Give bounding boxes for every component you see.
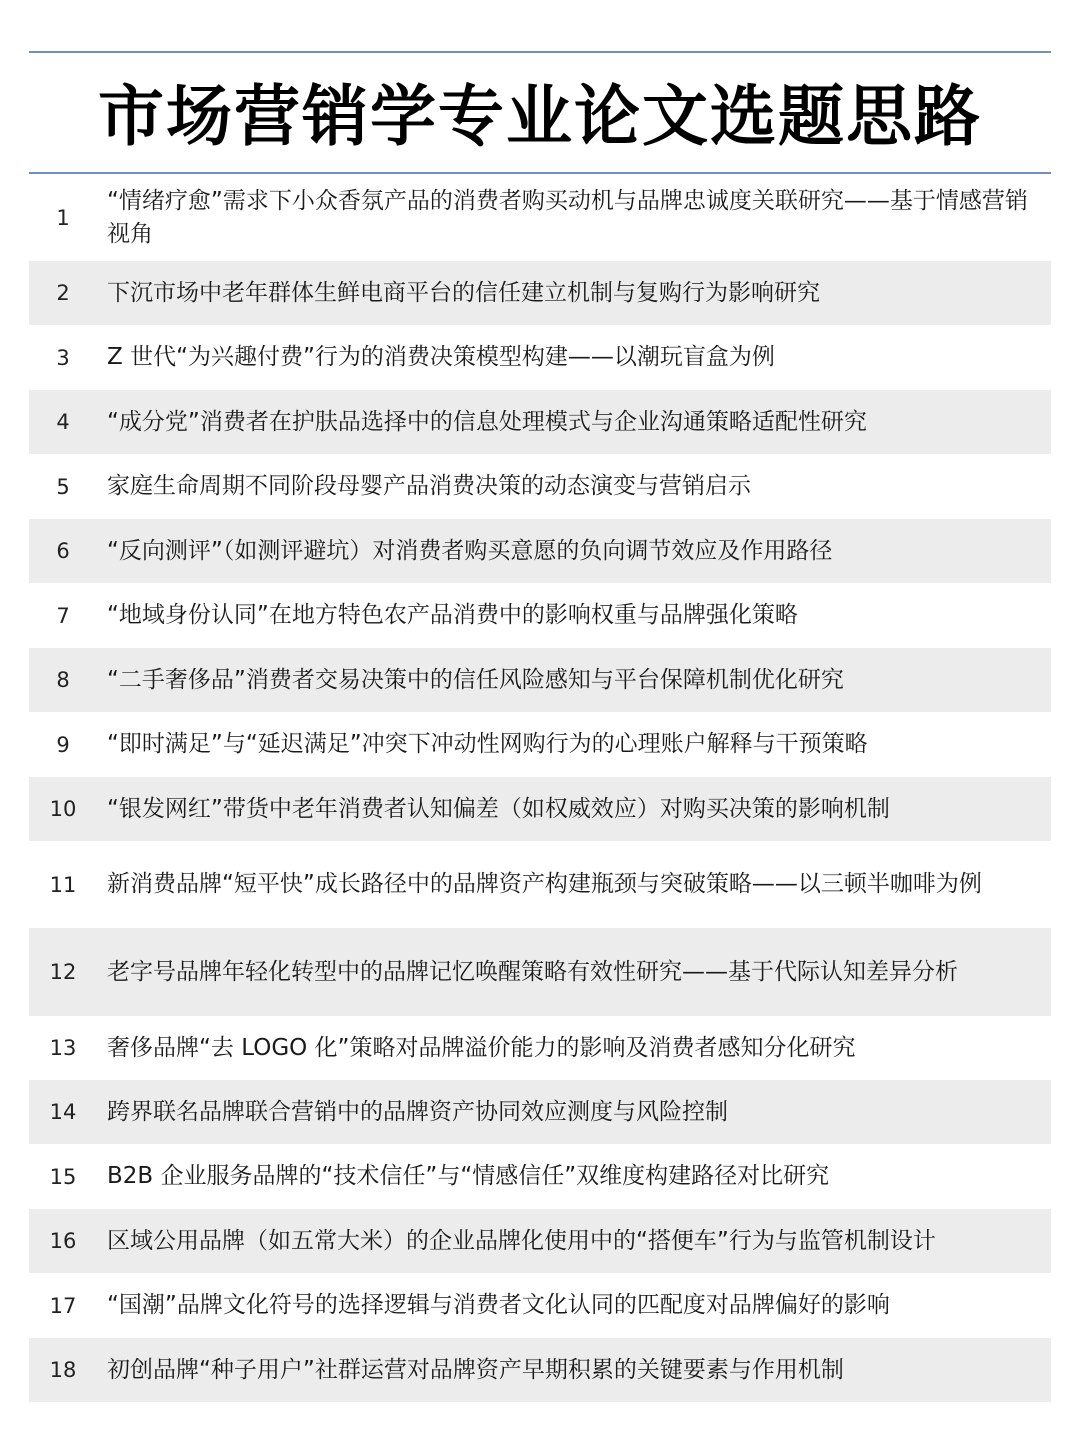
topic-row <box>29 454 1051 519</box>
topic-number: 6 <box>56 539 70 563</box>
topic-row <box>29 928 1051 1016</box>
topic-text: “情绪疗愈”需求下小众香氛产品的消费者购买动机与品牌忠诚度关联研究——基于情感营销视角 <box>107 187 1028 247</box>
topic-number: 3 <box>56 345 70 370</box>
topic-number: 13 <box>49 1036 77 1060</box>
topic-number: 8 <box>56 668 70 692</box>
topic-row <box>29 1080 1051 1144</box>
topic-text: 初创品牌“种子用户”社群运营对品牌资产早期积累的关键要素与作用机制 <box>107 1356 844 1383</box>
topic-text: 奢侈品牌“去 LOGO 化”策略对品牌溢价能力的影响及消费者感知分化研究 <box>107 1034 856 1061</box>
topic-list <box>29 174 1051 1402</box>
topic-row <box>29 1144 1051 1209</box>
topic-number: 5 <box>56 474 70 499</box>
topic-row <box>29 261 1051 325</box>
topic-row <box>29 712 1051 777</box>
topic-number: 1 <box>56 205 70 230</box>
topic-number: 18 <box>49 1358 77 1382</box>
topic-number: 16 <box>49 1229 77 1253</box>
topic-number: 7 <box>56 603 70 628</box>
topic-row <box>29 1016 1051 1080</box>
topic-number: 2 <box>56 281 70 305</box>
topic-row <box>29 1209 1051 1273</box>
topic-text: “即时满足”与“延迟满足”冲突下冲动性网购行为的心理账户解释与干预策略 <box>107 731 868 757</box>
topic-number: 14 <box>49 1100 77 1124</box>
topic-text: 新消费品牌“短平快”成长路径中的品牌资产构建瓶颈与突破策略——以三顿半咖啡为例 <box>107 871 982 897</box>
topic-row <box>29 583 1051 648</box>
page-title: 市场营销学专业论文选题思路 <box>98 77 982 155</box>
topic-number: 4 <box>56 410 70 434</box>
topic-text: 区域公用品牌（如五常大米）的企业品牌化使用中的“搭便车”行为与监管机制设计 <box>107 1227 936 1254</box>
topic-text: “国潮”品牌文化符号的选择逻辑与消费者文化认同的匹配度对品牌偏好的影响 <box>107 1292 890 1318</box>
topic-number: 10 <box>49 797 77 821</box>
topic-row <box>29 1338 1051 1402</box>
topic-text: Z 世代“为兴趣付费”行为的消费决策模型构建——以潮玩盲盒为例 <box>107 344 775 370</box>
topic-number: 12 <box>49 960 77 984</box>
topic-text: B2B 企业服务品牌的“技术信任”与“情感信任”双维度构建路径对比研究 <box>107 1163 830 1189</box>
topic-row <box>29 648 1051 712</box>
topic-text: “银发网红”带货中老年消费者认知偏差（如权威效应）对购买决策的影响机制 <box>107 795 890 822</box>
topic-number: 9 <box>56 732 70 757</box>
topic-text: “二手奢侈品”消费者交易决策中的信任风险感知与平台保障机制优化研究 <box>107 666 844 693</box>
title-top-rule <box>29 51 1051 53</box>
topic-row <box>29 841 1051 928</box>
topic-text: “反向测评”（如测评避坑）对消费者购买意愿的负向调节效应及作用路径 <box>107 537 833 564</box>
topic-text: “成分党”消费者在护肤品选择中的信息处理模式与企业沟通策略适配性研究 <box>107 408 867 435</box>
topic-text: “地域身份认同”在地方特色农产品消费中的影响权重与品牌强化策略 <box>107 602 798 628</box>
topic-text: 下沉市场中老年群体生鲜电商平台的信任建立机制与复购行为影响研究 <box>107 279 820 306</box>
topic-row <box>29 1273 1051 1338</box>
topic-row <box>29 325 1051 390</box>
topic-row <box>29 777 1051 841</box>
topic-number: 17 <box>49 1293 77 1318</box>
topic-text: 家庭生命周期不同阶段母婴产品消费决策的动态演变与营销启示 <box>107 473 751 499</box>
topic-text: 老字号品牌年轻化转型中的品牌记忆唤醒策略有效性研究——基于代际认知差异分析 <box>107 958 958 985</box>
topic-row <box>29 519 1051 583</box>
topic-row <box>29 174 1051 261</box>
topic-number: 11 <box>49 872 77 897</box>
topic-number: 15 <box>49 1164 77 1189</box>
topic-text: 跨界联名品牌联合营销中的品牌资产协同效应测度与风险控制 <box>107 1098 728 1125</box>
topic-row <box>29 390 1051 454</box>
